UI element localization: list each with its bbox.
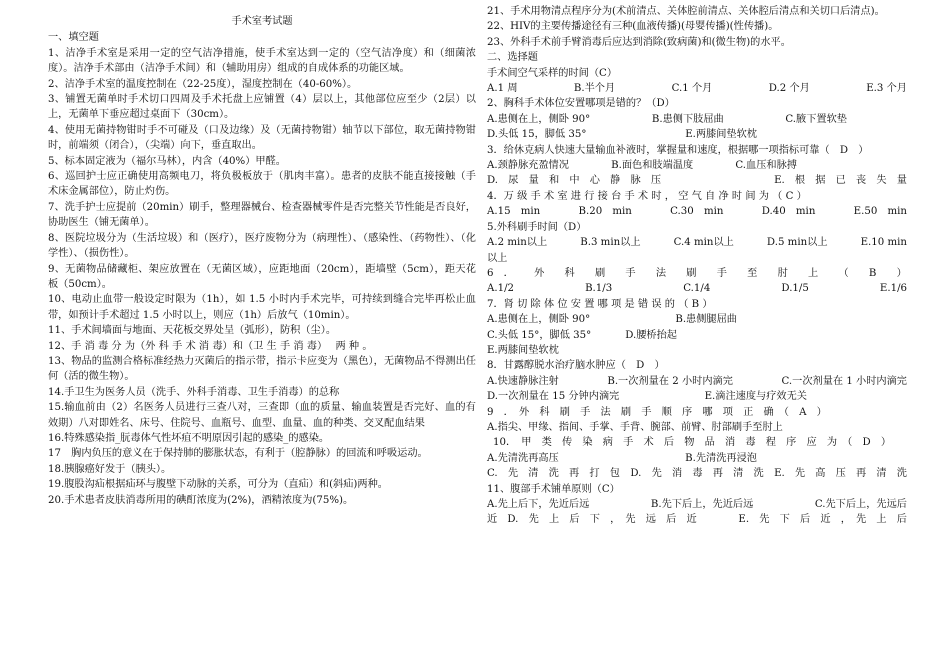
option-text: D.一次剂量在 15 分钟内滴完	[487, 391, 620, 403]
fill-blank-item-10: 10、电动止血带一般设定时限为（1h），如 1.5 小时内手术完毕，可持续到缝合完毕再松止血带，如预计手术超过 1.5 小时以上，则应（1h）后放气（10min）。	[48, 294, 476, 321]
fill-blank-item-1: 1、洁净手术室是采用一定的空气洁净措施，使手术室达到一定的（空气洁净度）和（细菌浓度）。洁净手术部由（洁净手术间）和（辅助用房）组成的自成体系的功能区域。	[48, 47, 476, 75]
options-q11-a	[487, 497, 907, 512]
question-10: 10． 甲 类 传 染 病 手 术 后 物 品 消 毒 程 序 应 为 （ D ）	[493, 437, 892, 449]
option-text: D.腰桥抬起	[625, 329, 677, 341]
option-text: A.2 min以上	[487, 237, 548, 249]
option-text: C.30 min	[670, 206, 724, 218]
option-text: A.1/2	[487, 283, 514, 295]
option-text: A.先上后下，先近后远	[487, 499, 590, 510]
option-text: C.血压和脉搏	[735, 160, 797, 172]
fill-blank-item-9: 9、无菌物品储藏柜、架应放置在（无菌区域），应距地面（20cm），距墙壁（5cm），距天花板（50cm）。	[48, 263, 476, 290]
option-text: B.先下后上，先近后远	[650, 499, 754, 510]
option-text: C.一次剂量在 1 小时内滴完	[781, 375, 907, 387]
question-1: 手术间空气采样的时间（C）	[487, 67, 618, 79]
option-text: A.患侧在上，侧卧 90°	[487, 113, 591, 125]
option-text: D. 先 消 毒 再 清 洗	[630, 468, 764, 480]
fill-blank-item-cont-1: 21、手术用物清点程序分为(术前清点、关体腔前清点、关体腔后清点和关切口后清点)。	[487, 6, 885, 17]
option-text: 上	[808, 267, 819, 279]
option-text: 6 ．	[487, 267, 514, 279]
right-column	[487, 4, 907, 528]
option-text: A.先清洗再高压	[487, 452, 559, 464]
option-text: 近 D. 先 上 后 下 ， 先 远 后 近	[487, 514, 697, 526]
options-q11-b	[487, 512, 907, 527]
option-text: C.1/4	[683, 283, 711, 295]
question-11: 11、腹部手术铺单原则（C）	[487, 483, 620, 495]
option-text: B.20 min	[578, 206, 632, 218]
option-text: E. 根 据 已 丧 失 量	[774, 175, 907, 187]
question-5: 5.外科刷手时间（D）	[487, 221, 587, 233]
fill-blank-item-20: 20.手术患者皮肤消毒所用的碘酊浓度为(2%)，酒精浓度为(75%)。	[48, 494, 354, 506]
option-text: D.1/5	[781, 283, 809, 295]
option-text: C.腋下置软垫	[785, 113, 847, 125]
question-3: 3．给休克病人快速大量输血补液时，掌握量和速度，根据哪一项指标可靠（ D ）	[487, 144, 869, 156]
options-q2-a	[487, 112, 907, 127]
option-text: 手	[625, 267, 636, 279]
fill-blank-list	[48, 46, 476, 508]
option-text: 手	[716, 267, 727, 279]
option-text: E. 先 高 压 再 清 洗	[774, 468, 907, 480]
options-q7-b	[487, 328, 907, 343]
option-text: （	[838, 267, 849, 279]
option-text: D.2 个月	[768, 83, 810, 95]
fill-blank-item-3: 3、铺置无菌单时手术切口四周及手术托盘上应铺置（4）层以上，其他部位应至少（2层）以上，无菌单下垂应超过桌面下（30cm）。	[48, 94, 476, 121]
options-q4	[487, 204, 907, 219]
fill-blank-item-16: 16.特殊感染指_朊毒体气性坏疽不明原因引起的感染_的感染。	[48, 432, 330, 444]
option-text: C.1 个月	[671, 83, 713, 95]
fill-blank-item-13: 13、物品的监测合格标准经热力灭菌后的指示带，指示卡应变为（黑色），无菌物品不得测出任何（活的微生物）。	[48, 355, 476, 383]
fill-blank-item-12: 12、手 消 毒 分 为（外 科 手 术 消 毒）和（卫 生 手 消 毒） 两 种 。	[48, 340, 373, 352]
options-q10-b	[487, 466, 907, 481]
fill-blank-item-cont-3: 23、外科手术前手臂消毒后应达到消除(致病菌)和(微生物)的水平。	[487, 36, 791, 48]
option-text: E.3 个月	[866, 83, 907, 95]
option-text: E.10 min	[860, 237, 907, 249]
option-text: C.4 min以上	[673, 237, 734, 249]
section-fill-blank: 一、填空题	[48, 32, 99, 44]
option-text: D.头低 15，脚低 35°	[487, 129, 587, 141]
option-text: B.患侧下肢屈曲	[651, 113, 724, 125]
option-text: E.1/6	[879, 283, 907, 295]
option-text: 刷	[686, 267, 697, 279]
options-q3-a	[487, 158, 907, 173]
option-text: D.5 min以上	[766, 237, 828, 249]
options-q8-a	[487, 374, 907, 389]
left-column	[48, 14, 476, 508]
option-text: C.先下后上，先远后	[814, 499, 907, 510]
fill-blank-item-15: 15.输血前由（2）名医务人员进行三查八对，三查即（血的质量、输血装置是否完好、血的有效期）八对即姓名、床号、住院号、血瓶号、血型、血量、血的种类、交叉配血结果	[48, 402, 476, 429]
question-9: 9 ． 外 科 刷 手 法 刷 手 顺 序 哪 项 正 确 （ A ）	[487, 406, 827, 418]
fill-blank-item-14: 14.手卫生为医务人员（洗手、外科手消毒、卫生手消毒）的总称	[48, 386, 340, 398]
fill-blank-item-17: 17 胸内负压的意义在于保持肺的膨胀状态，有利于（腔静脉）的回流和呼吸运动。	[48, 448, 428, 460]
option-text: 科	[564, 267, 575, 279]
fill-blank-item-19: 19.腹股沟疝根据疝环与腹壁下动脉的关系，可分为（直疝）和(斜疝)两种。	[48, 479, 388, 491]
options-q6	[487, 281, 907, 296]
fill-blank-item-11: 11、手术间墙面与地面、天花板交界处呈（弧形），防积（尘）。	[48, 325, 337, 337]
fill-blank-item-cont-2: 22、HIV的主要传播途径有三种(血液传播)(母婴传播)(性传播)。	[487, 21, 779, 33]
option-text: ）	[896, 267, 907, 279]
option-text: E. 先 下 后 近 ， 先 上 后	[738, 514, 907, 526]
options-q7-a	[487, 312, 907, 327]
option-text: E.滴注速度与疗效无关	[704, 391, 807, 403]
option-text: B	[868, 267, 877, 279]
options-q2-b	[487, 127, 907, 142]
options-q5-tail: 以上	[487, 252, 508, 264]
option-text: 刷	[594, 267, 606, 279]
option-text: 肘	[777, 267, 788, 279]
option-text: B.3 min以上	[580, 237, 641, 249]
option-text: A.15 min	[487, 206, 541, 218]
fill-blank-list-continued	[487, 4, 907, 50]
option-text: B.1/3	[585, 283, 613, 295]
option-text: E.50 min	[853, 206, 907, 218]
option-text: D. 尿 量 和 中 心 静 脉 压	[487, 175, 662, 187]
option-text: A.快速静脉注射	[487, 375, 559, 387]
fill-blank-item-6: 6、巡回护士应正确使用高频电刀，将负极板放于（肌肉丰富）。患者的皮肤不能直接接触（手术床金属部位），防止灼伤。	[48, 171, 476, 198]
option-text: A.1 周	[487, 83, 518, 95]
options-q9: A.指尖、甲缘、指间、手掌、手背、腕部、前臂、肘部刷手至肘上	[487, 421, 783, 433]
options-q7-tail: E.两膝间垫软枕	[487, 344, 559, 356]
option-text: A.患侧在上，侧卧 90°	[487, 314, 591, 326]
option-text: B.半个月	[573, 83, 616, 95]
fill-blank-item-8: 8、医院垃圾分为（生活垃圾）和（医疗），医疗废物分为（病理性）、（感染性、（药物性）、（化学性）、（损伤性）。	[48, 232, 476, 260]
options-q3-b	[487, 173, 907, 188]
option-text: E.两膝间垫软枕	[685, 129, 757, 141]
option-text: A.颈静脉充盈情况	[487, 160, 569, 172]
question-7: 7．肾 切 除 体 位 安 置 哪 项 是 错 误 的 （ B ）	[487, 298, 713, 310]
fill-blank-item-5: 5、标本固定液为（福尔马林），内含（40%）甲醛。	[48, 155, 286, 167]
option-text: B.面色和肢端温度	[611, 160, 694, 172]
section-multiple-choice: 二、选择题	[487, 52, 538, 64]
fill-blank-item-4: 4、使用无菌持物钳时手不可碰及（口及边缘）及（无菌持物钳）轴节以下部位，取无菌持物钳时，前端须（闭合），（尖端）向下，垂直取出。	[48, 124, 476, 152]
option-text: D.40 min	[761, 206, 816, 218]
options-q10-a	[487, 451, 907, 466]
option-text: 法	[655, 267, 667, 279]
option-text: B.一次剂量在 2 小时内滴完	[607, 375, 733, 387]
document-title: 手术室考试题	[231, 16, 293, 27]
question-6	[487, 266, 907, 281]
question-8: 8．甘露醇脱水治疗脑水肿应（ D ）	[487, 360, 665, 372]
option-text: 外	[534, 267, 545, 279]
question-4: 4．万 级 手 术 室 进 行 接 台 手 术 时 ， 空 气 自 净 时 间 为 （ C ）	[487, 190, 807, 202]
fill-blank-item-18: 18.胰腺癌好发于（胰头）。	[48, 463, 172, 475]
option-text: C.头低 15°，脚低 35°	[487, 329, 592, 341]
option-text: B.患侧腿屈曲	[675, 314, 737, 326]
options-q1	[487, 81, 907, 96]
option-text: 至	[747, 267, 758, 279]
options-q5	[487, 235, 907, 250]
fill-blank-item-2: 2、洁净手术室的温度控制在（22-25度），湿度控制在（40-60%）。	[48, 78, 358, 90]
option-text: C. 先 清 洗 再 打 包	[487, 468, 620, 480]
fill-blank-item-7: 7、洗手护士应提前（20min）刷手，整理器械台、检查器械零件是否完整关节性能是否良好，协助医生（铺无菌单）。	[48, 201, 476, 229]
question-2: 2、胸科手术体位安置哪项是错的？（D）	[487, 98, 675, 110]
options-q8-b	[487, 389, 907, 404]
option-text: B.先清洗再浸泡	[685, 452, 757, 464]
